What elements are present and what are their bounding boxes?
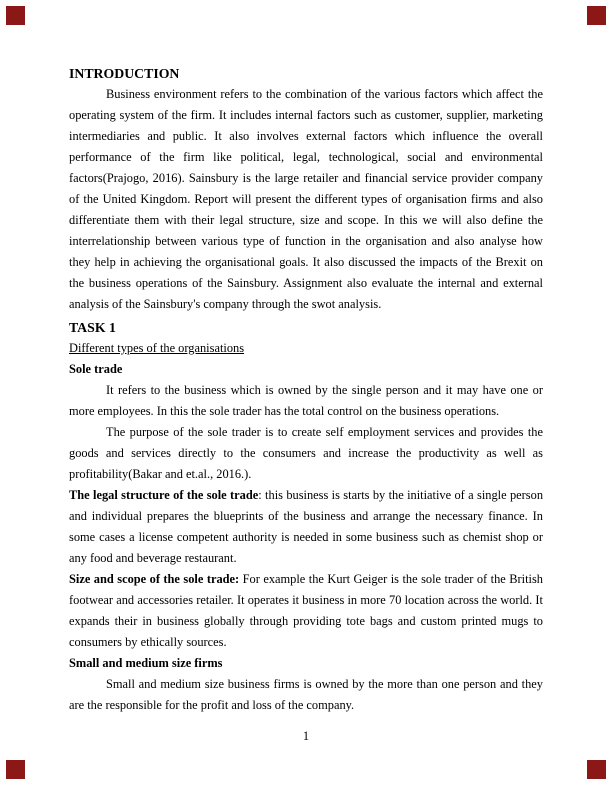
sole-trade-paragraph-1: It refers to the business which is owned by the single person and it may have one or more employees. In this the sole trader has the total control on the business operations. [69,383,543,418]
legal-structure-text: : this business is starts by the initiative of a single person and individual prepares the blueprints of the business and arrange the necessary finance. In some cases a license competent authority is needed in some business such as chemist shop or any food and beverage restaurant. [69,488,544,565]
sole-trade-paragraph-2: The purpose of the sole trader is to create self employment services and provides the goods and services directly to the consumers and increase the productivity as well as profitability(Bakar and et.al., 2016.). [69,425,543,481]
corner-mark-bottom-right [587,760,606,779]
corner-mark-top-right [587,6,606,25]
page-content [69,63,543,716]
intro-paragraph: Business environment refers to the combination of the various factors which affect the operating system of the firm. It includes internal factors such as customer, supplier, marketing intermediaries and public. It also involves external factors which influence the overall performance of the firm like political, legal, technological, social and environmental factors(Prajogo, 2016). Sainsbury is the large retailer and financial service provider company of the United Kingdom. Report will present the different types of organisation firms and also differentiate them with their legal structure, size and scope. In this we will also define the interrelationship between various type of function in the organisation and also analyse how they help in achieving the organisational goals. It also discussed the impacts of the Brexit on the business operations of the Sainsbury. Assignment also evaluate the internal and external analysis of the Sainsbury's company through the swot analysis. [69,87,543,311]
sole-trade-heading: Sole trade [69,362,123,376]
page-number: 1 [302,729,310,743]
corner-mark-bottom-left [6,760,25,779]
smf-paragraph: Small and medium size business firms is owned by the more than one person and they are the responsible for the profit and loss of the company. [69,677,543,712]
smf-heading: Small and medium size firms [69,656,223,670]
size-scope-paragraph [69,569,543,653]
size-scope-lead: Size and scope of the sole trade: [69,572,240,586]
legal-structure-paragraph [69,485,543,569]
intro-heading: INTRODUCTION [69,66,180,81]
legal-structure-lead: The legal structure of the sole trade [69,488,259,502]
corner-mark-top-left [6,6,25,25]
types-subheading: Different types of the organisations [69,341,245,355]
size-scope-text: For example the Kurt Geiger is the sole trader of the British footwear and accessories retailer. It operates it business in more 70 location across the world. It expands their in business globally through providing tote bags and custom printed mugs to consumers by ethically sources. [69,572,543,649]
task1-heading: TASK 1 [69,320,116,335]
